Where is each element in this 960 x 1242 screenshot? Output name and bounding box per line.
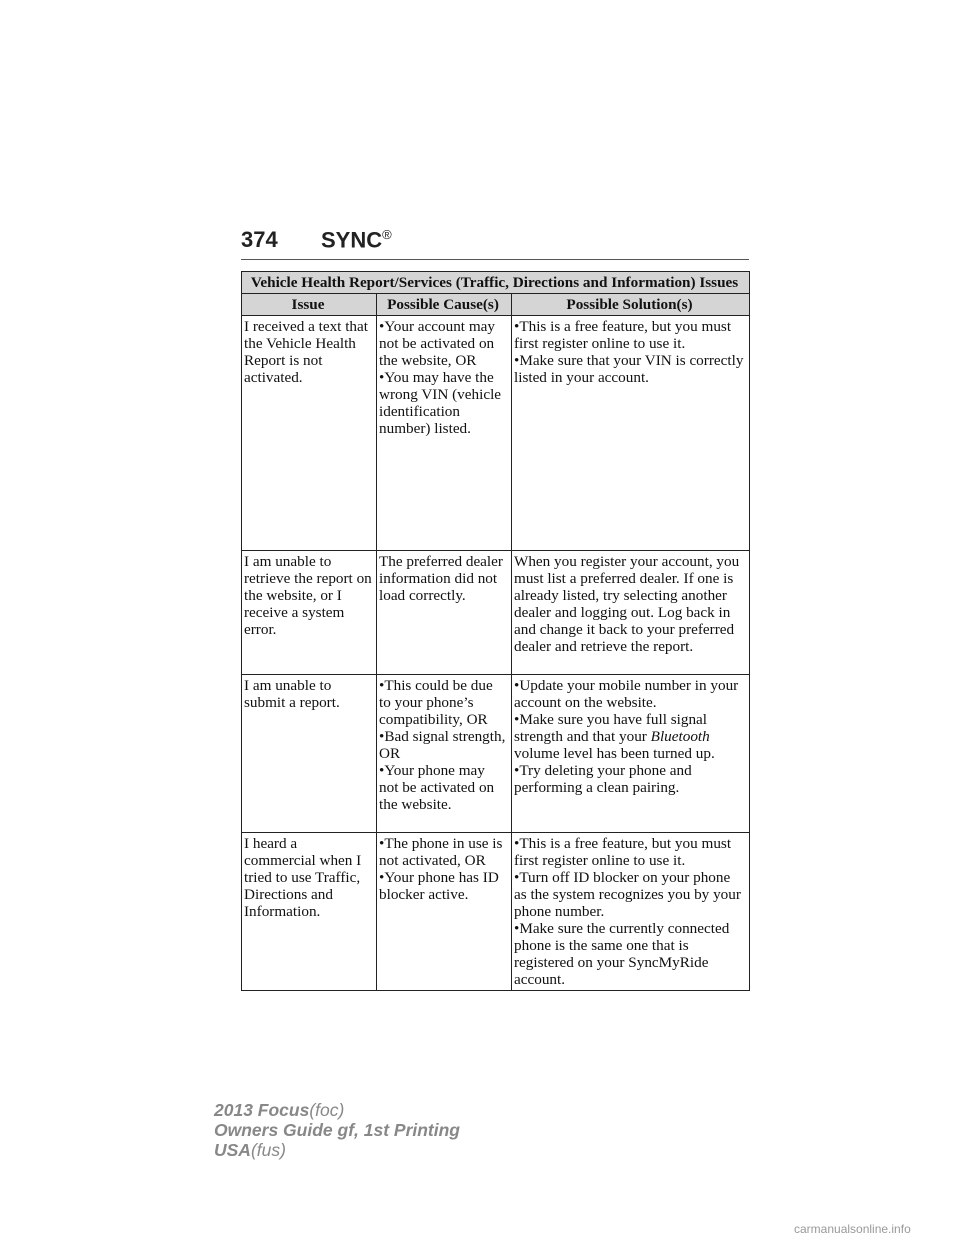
table-title-line2: (Traffic, Directions and Information) Issues [455,274,739,291]
causes-cell [377,551,512,675]
bluetooth-term: Bluetooth [650,728,710,745]
footer-guide: Owners Guide gf, 1st Printing [214,1120,460,1140]
watermark: carmanualsonline.info [794,1222,911,1236]
table-title [242,272,750,294]
issue-cell: I am unable to submit a report. [242,675,377,833]
solutions-cell [512,316,750,551]
table-title-row [242,272,750,294]
table-row [242,675,750,833]
solutions-cell [512,675,750,833]
issues-table [241,271,750,991]
page-header [241,225,749,260]
issue-cell: I heard a commercial when I tried to use Traffic, Directions and Information. [242,833,377,991]
causes-cell [377,675,512,833]
cause-item: •Your account may not be activated on the website, OR [379,318,495,369]
causes-cell [377,316,512,551]
table-header-row [242,294,750,316]
footer-model: 2013 Focus [214,1100,310,1120]
column-header-issue: Issue [242,294,377,316]
solution-item: •This is a free feature, but you must first register online to use it. [514,835,732,869]
solution-item [514,711,745,762]
solutions-cell [512,833,750,991]
solutions-cell [512,551,750,675]
column-header-causes: Possible Cause(s) [377,294,512,316]
solution-text: •Make sure you have full signal strength and that your [514,711,708,745]
print-footer [214,1100,460,1160]
table-title-line1: Vehicle Health Report/Services [250,274,452,291]
solution-item: •Update your mobile number in your account on the website. [514,677,739,711]
page-number: 374 [241,227,278,252]
section-title [321,227,392,253]
table-row [242,551,750,675]
cause-item: •Your phone has ID blocker active. [379,869,499,903]
cause-item: The preferred dealer information did not load correctly. [379,553,503,604]
solution-item: When you register your account, you must list a preferred dealer. If one is already listed, try selecting another dealer and logging out. Log back in and change it back to your preferred dealer and retrieve the report. [514,553,740,655]
cause-item: •The phone in use is not activated, OR [379,835,503,869]
footer-line3 [214,1140,460,1160]
table-row [242,316,750,551]
footer-line2 [214,1120,460,1140]
issue-cell: I received a text that the Vehicle Health Report is not activated. [242,316,377,551]
solution-item: •Make sure the currently connected phone is the same one that is registered on your SyncMyRide account. [514,920,730,988]
footer-region: USA [214,1140,251,1160]
solution-item: •Make sure that your VIN is correctly listed in your account. [514,352,744,386]
solution-text-cont: volume level has been turned up. [514,745,715,762]
footer-region-code: (fus) [250,1140,286,1160]
cause-item: •You may have the wrong VIN (vehicle identification number) listed. [379,369,502,437]
cause-item: •Your phone may not be activated on the website. [379,762,495,813]
cause-item: •Bad signal strength, OR [379,728,506,762]
footer-model-code: (foc) [309,1100,345,1120]
solution-item: •This is a free feature, but you must first register online to use it. [514,318,732,352]
section-title-text: SYNC [321,227,383,253]
causes-cell [377,833,512,991]
solution-item: •Turn off ID blocker on your phone as the system recognizes you by your phone number. [514,869,741,920]
cause-item: •This could be due to your phone’s compatibility, OR [379,677,493,728]
column-header-solutions: Possible Solution(s) [512,294,750,316]
issue-cell: I am unable to retrieve the report on the website, or I receive a system error. [242,551,377,675]
table-row [242,833,750,991]
footer-line1 [214,1100,460,1120]
registered-mark: ® [382,227,392,242]
solution-item: •Try deleting your phone and performing a clean pairing. [514,762,692,796]
